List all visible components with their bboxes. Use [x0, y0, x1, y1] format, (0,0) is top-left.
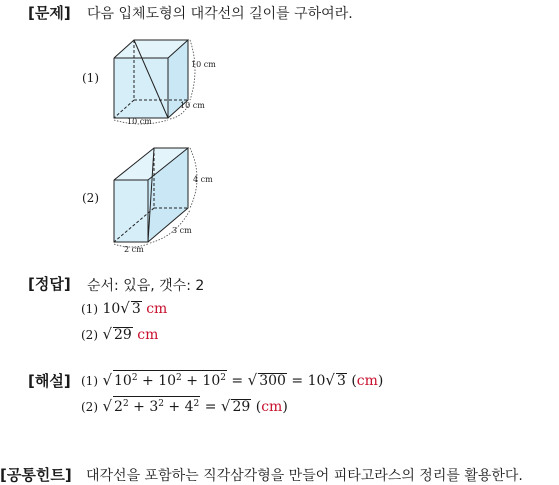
- exponent: 2: [158, 399, 164, 409]
- problem-text: 다음 입체도형의 대각선의 길이를 구하여라.: [87, 6, 353, 22]
- figure-1-height-label: 10 cm: [191, 60, 216, 69]
- solution-line-1-result: 3: [336, 373, 346, 389]
- sqrt-sign-icon: √: [102, 325, 113, 343]
- answer-tag: [정답]: [28, 275, 71, 293]
- answer-item-2-radicand: 29: [114, 327, 132, 343]
- exponent: 2: [122, 399, 129, 409]
- figure-1-depth-label: 10 cm: [180, 101, 205, 110]
- solution-line-2-unit: cm: [261, 399, 283, 415]
- hint-tag: [공통힌트]: [0, 466, 72, 484]
- solution-line-1: (1) √ $10^2 + 10^2 + 10^2$ = √ 300 = 10√ 3 (cm): [81, 371, 384, 389]
- answer-item-1-coef: 10: [102, 301, 121, 317]
- term-a: 2: [114, 399, 123, 415]
- term-a: 10: [114, 373, 132, 389]
- solution-line-2-result: 29: [232, 399, 251, 415]
- sqrt-sign-icon: √: [220, 397, 231, 415]
- answer-item-2-number: (2): [81, 328, 98, 342]
- figure-2-width-label: 2 cm: [124, 245, 144, 254]
- sqrt-sign-icon: √: [325, 371, 335, 389]
- figure-2-number: (2): [82, 191, 99, 205]
- answer-item-2-unit: cm: [137, 327, 159, 343]
- answer-item-1-radicand: 3: [131, 301, 141, 317]
- figure-2-box: [100, 140, 225, 255]
- exponent: 2: [131, 373, 138, 383]
- term-c: 4: [184, 399, 194, 415]
- sqrt-sign-icon: √: [102, 371, 113, 389]
- answer-item-1: [81, 299, 167, 317]
- term-b: 3: [149, 399, 159, 415]
- solution-line-1-number: (1): [81, 374, 98, 388]
- solution-line-1-mid: 300: [259, 373, 286, 389]
- solution-line-1-coef: 10: [307, 373, 326, 389]
- exponent: 2: [193, 399, 200, 409]
- solution-line-2-number: (2): [81, 400, 98, 414]
- answer-summary: 순서: 있음, 갯수: 2: [87, 278, 205, 294]
- term-b: 10: [158, 373, 177, 389]
- answer-item-2: [81, 325, 158, 343]
- figure-1-width-label: 10 cm: [127, 117, 152, 126]
- figure-1-number: (1): [82, 71, 99, 85]
- sqrt-sign-icon: √: [102, 397, 113, 415]
- hint-text: 대각선을 포함하는 직각삼각형을 만들어 피타고라스의 정리를 활용한다.: [86, 468, 523, 484]
- figure-1-cube: [100, 28, 225, 128]
- sqrt-sign-icon: √: [120, 299, 130, 317]
- exponent: 2: [176, 373, 182, 383]
- answer-item-1-unit: cm: [146, 301, 168, 317]
- solution-tag: [해설]: [28, 372, 71, 390]
- figure-2-height-label: 4 cm: [193, 175, 213, 184]
- term-c: 10: [202, 373, 221, 389]
- sqrt-sign-icon: √: [247, 371, 258, 389]
- solution-line-2: (2) √ $2^2 + 3^2 + 4^2$ = √ 29 (cm): [81, 397, 288, 415]
- solution-line-1-unit: cm: [356, 373, 378, 389]
- problem-tag: [문제]: [28, 4, 71, 22]
- answer-item-1-number: (1): [81, 302, 98, 316]
- exponent: 2: [220, 373, 226, 383]
- figure-2-depth-label: 3 cm: [172, 226, 192, 235]
